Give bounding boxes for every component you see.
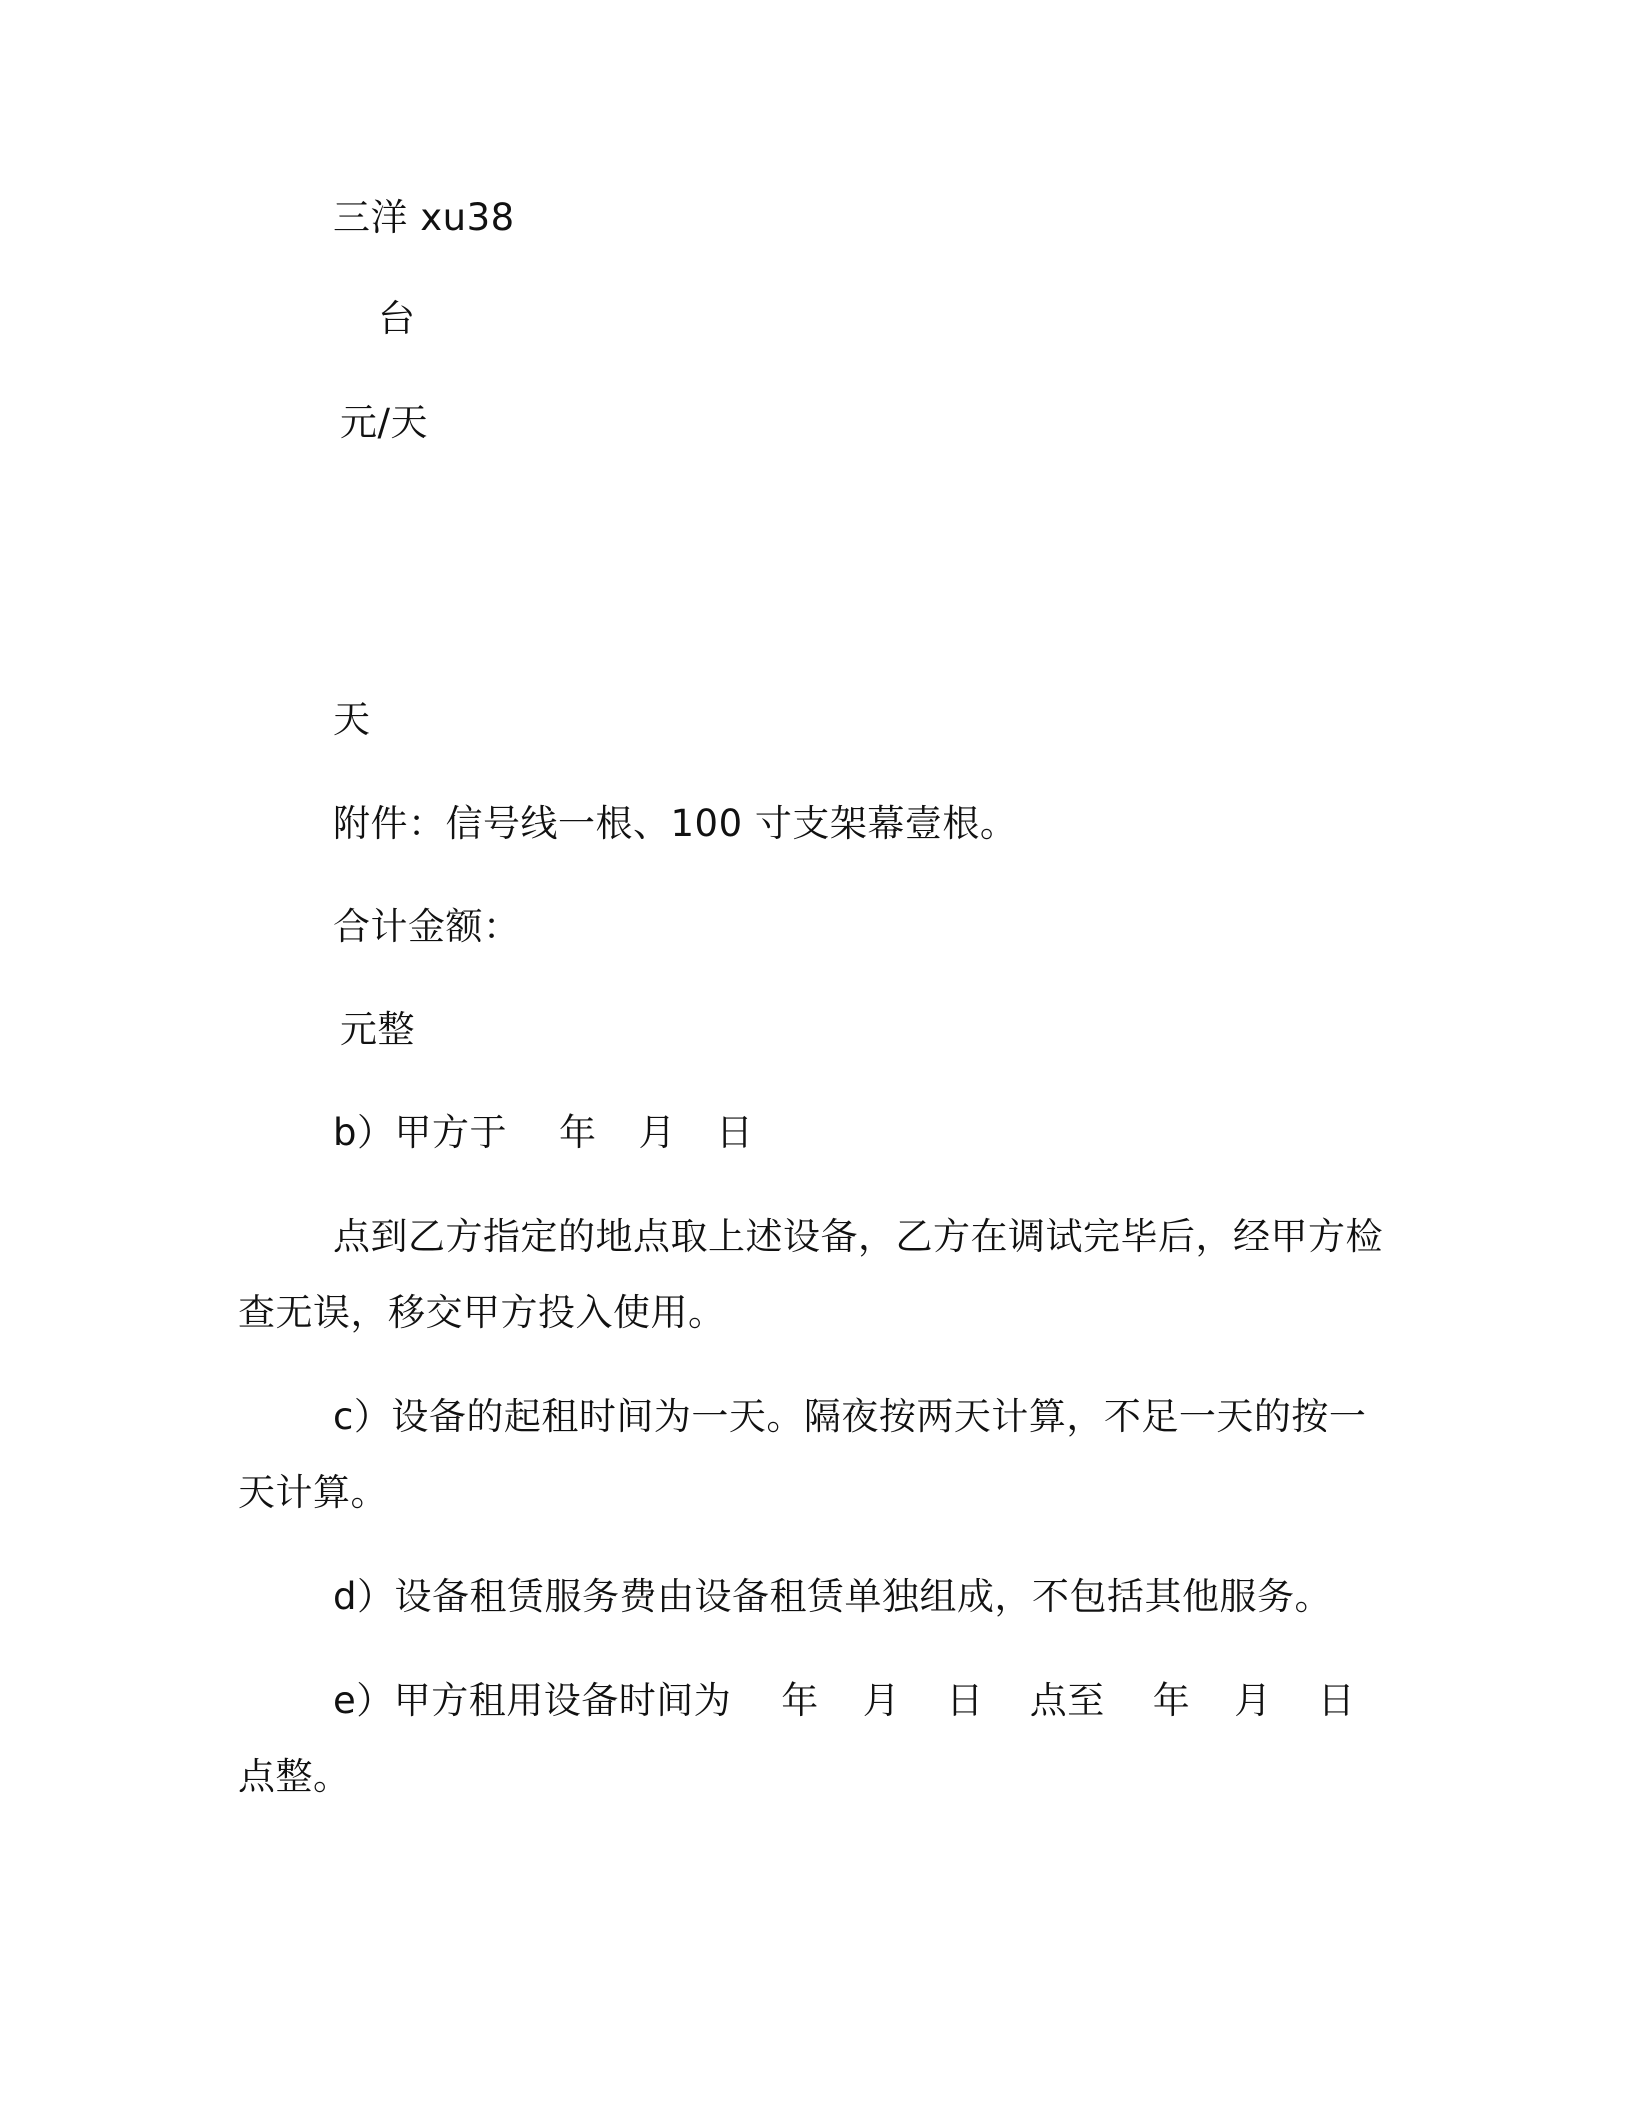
clause-b-month: 月 — [638, 1111, 676, 1154]
quantity-unit: 台 — [378, 297, 416, 340]
days-unit: 天 — [333, 698, 371, 741]
clause-b-day: 日 — [716, 1111, 754, 1154]
clause-b-year: 年 — [559, 1111, 597, 1154]
clause-e-day-start: 日 — [946, 1679, 984, 1722]
clause-b-line-3: 查无误，移交甲方投入使用。 — [238, 1291, 726, 1334]
clause-e-day-end: 日 — [1317, 1679, 1356, 1722]
clause-e-year-end: 年 — [1152, 1679, 1191, 1722]
equipment-model: 三洋 xu38 — [333, 196, 515, 239]
clause-e-text: e）甲方租用设备时间为 — [333, 1679, 732, 1722]
clause-b-line-1 — [333, 1111, 754, 1155]
clause-b-line-2: 点到乙方指定的地点取上述设备，乙方在调试完毕后，经甲方检 — [333, 1215, 1383, 1258]
total-amount-unit: 元整 — [340, 1008, 415, 1051]
clause-c-line-2: 天计算。 — [238, 1471, 388, 1514]
clause-e-hour-to: 点至 — [1029, 1679, 1105, 1722]
price-unit: 元/天 — [340, 401, 428, 444]
clause-e-month-start: 月 — [862, 1679, 901, 1722]
clause-e-line-2: 点整。 — [238, 1755, 351, 1798]
clause-c-line-1: c）设备的起租时间为一天。隔夜按两天计算，不足一天的按一 — [333, 1395, 1367, 1438]
clause-e-month-end: 月 — [1234, 1679, 1272, 1722]
clause-e-line-1 — [333, 1679, 1355, 1723]
clause-b-text: b）甲方于 — [333, 1111, 507, 1154]
clause-e-year-start: 年 — [781, 1679, 819, 1722]
total-amount-label: 合计金额： — [333, 905, 521, 948]
attachments-line: 附件：信号线一根、100 寸支架幕壹根。 — [333, 802, 1018, 845]
clause-d-line: d）设备租赁服务费由设备租赁单独组成，不包括其他服务。 — [333, 1575, 1332, 1618]
